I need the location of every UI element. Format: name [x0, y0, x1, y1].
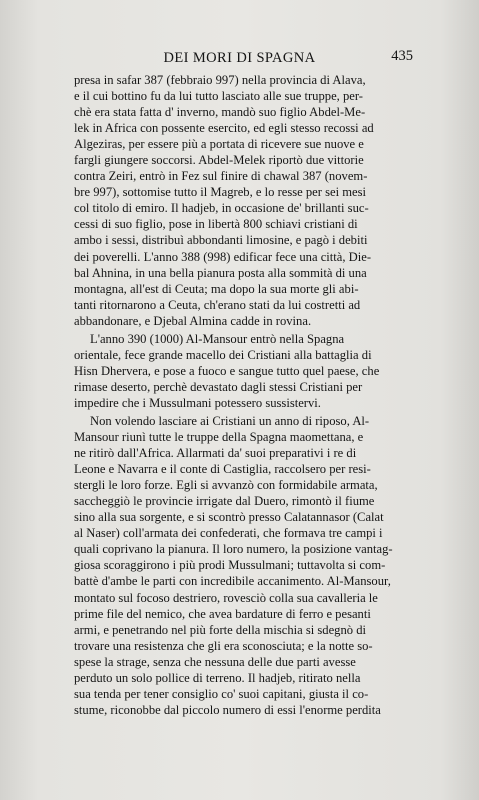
text-line: impedire che i Mussulmani potessero sussistervi. [74, 395, 321, 410]
text-line: contra Zeiri, entrò in Fez sul finire di chawal 387 (novem- [74, 169, 368, 184]
text-line: quali coprivano la pianura. Il loro numero, la posizione vantag- [74, 542, 393, 557]
text-line: saccheggiò le provincie irrigate dal Duero, rimontò il fiume [74, 494, 375, 509]
page-number: 435 [391, 48, 413, 64]
text-line: stergli le loro forze. Egli si avvanzò con formidabile armata, [74, 478, 378, 493]
text-line: prime file del nemico, che avea bardature di ferro e pesanti [74, 606, 371, 621]
text-line: spese la strage, senza che nessuna delle due parti avesse [74, 654, 356, 669]
paragraph [74, 72, 402, 329]
text-line: sino alla sua sorgente, e si scontrò presso Calatannasor (Calat [74, 510, 384, 525]
paragraph [74, 413, 402, 718]
text-line: armi, e penetrando nel più forte della mischia si sdegnò di [74, 622, 367, 637]
text-line: col titolo di emiro. Il hadjeb, in occasione de' brillanti suc- [74, 201, 369, 216]
text-line: rimase deserto, perchè devastato dagli stessi Cristiani per [74, 379, 363, 394]
text-line: chè era stata fatta d' inverno, mandò suo figlio Abdel-Me- [74, 105, 366, 120]
text-line: trovare una resistenza che gli era sconosciuta; e la notte so- [74, 638, 373, 653]
text-line: ambo i sessi, distribuì abbondanti limosine, e pagò i debiti [74, 233, 368, 248]
text-line: stume, riconobbe dal piccolo numero di essi l'enorme perdita [74, 702, 381, 717]
text-line: cessi di suo figlio, pose in libertà 800 schiavi cristiani di [74, 217, 358, 232]
text-line: montato sul focoso destriero, rovesciò colla sua cavalleria le [74, 590, 378, 605]
text-line: presa in safar 387 (febbraio 997) nella provincia di Alava, [74, 73, 366, 87]
running-title: DEI MORI DI SPAGNA [163, 50, 316, 66]
text-line: giosa scoraggirono i più prodi Mussulmani; tuttavolta si com- [74, 558, 386, 573]
page-header [0, 50, 479, 68]
text-line: orientale, fece grande macello dei Cristiani alla battaglia di [74, 347, 372, 362]
text-line: Hisn Dhervera, e pose a fuoco e sangue tutto quel paese, che [74, 363, 380, 378]
text-line: al Naser) coll'armata dei confederati, che formava tre campi i [74, 526, 383, 541]
text-line: Algeziras, per essere più a portata di ricevere sue nuove e [74, 137, 364, 152]
text-line: fargli giungere soccorsi. Abdel-Melek riportò due vittorie [74, 153, 364, 168]
paragraph [74, 331, 402, 411]
text-line: tanti ritornarono a Ceuta, ch'erano stati da lui costretti ad [74, 297, 361, 312]
text-line: L'anno 390 (1000) Al-Mansour entrò nella Spagna [90, 331, 345, 346]
text-line: battè d'ambe le parti con incredibile accanimento. Al-Mansour, [74, 574, 391, 589]
text-line: bal Ahnina, in una bella pianura posta alla sommità di una [74, 265, 367, 280]
text-line: abbandonare, e Djebal Almina cadde in rovina. [74, 313, 312, 328]
text-line: ne ritirò dall'Africa. Allarmati da' suoi preparativi i re di [74, 446, 357, 461]
text-line: Non volendo lasciare ai Cristiani un anno di riposo, Al- [90, 413, 370, 428]
body-text [74, 72, 402, 720]
text-line: dei poverelli. L'anno 388 (998) edificar fece una città, Die- [74, 249, 372, 264]
text-line: bre 997), sottomise tutto il Magreb, e lo resse per sei mesi [74, 185, 367, 200]
text-line: sua tenda per tener consiglio co' suoi capitani, giusta il co- [74, 686, 369, 701]
text-line: montagna, all'est di Ceuta; ma dopo la sua morte gli abi- [74, 281, 359, 296]
text-line: Leone e Navarra e il conte di Castiglia, raccolsero per resi- [74, 462, 371, 477]
text-line: lek in Africa con possente esercito, ed egli stesso recossi ad [74, 121, 374, 136]
text-line: perduto un solo pollice di terreno. Il hadjeb, ritirato nella [74, 670, 361, 685]
text-line: Mansour riunì tutte le truppe della Spagna maomettana, e [74, 430, 364, 445]
text-line: e il cui bottino fu da lui tutto lasciato alle sue truppe, per- [74, 89, 363, 104]
